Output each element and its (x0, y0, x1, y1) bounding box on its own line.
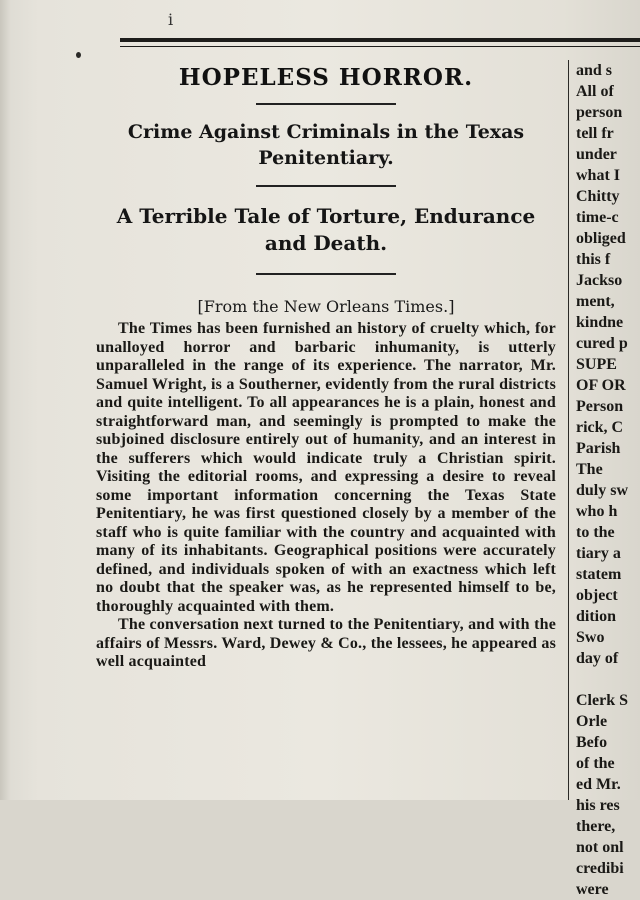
article-deck-1: Crime Against Criminals in the Texas Penitentiary. (127, 121, 525, 169)
adjacent-column-line: OF OR (576, 377, 626, 394)
adjacent-column-line: SUPE (576, 356, 617, 373)
adjacent-column-line: ment, (576, 293, 615, 310)
adjacent-column-line: what I (576, 167, 621, 184)
adjacent-column-line: All of (576, 83, 614, 100)
adjacent-column-line: The (576, 461, 603, 478)
adjacent-column-line: Parish (576, 440, 621, 457)
adjacent-column-line: and s (576, 62, 613, 79)
adjacent-column-line: dition (576, 608, 617, 625)
adjacent-column-line: rick, C (576, 419, 624, 436)
article-paragraph-1: The Times has been furnished an history of cruelty which, for unalloyed horror and barbaric inhumanity, is utterly unparalleled in the range of its experience. The narrator, Mr. Samuel Wright, is a Southerner, evidently from the rural districts and quite intelligent. To all appearances he is a plain, honest and straightforward man, and seemingly is prompted to make the subjoined disclosure entirely out of humanity, and an interest in the sufferers which would indicate truly a Christian spirit. Visiting the editorial rooms, and expressing a desire to reveal some important information concerning the Texas State Penitentiary, he was first questioned closely by a member of the staff who is quite familiar with the country and acquainted with many of its inhabitants. Geographical positions were accurately defined, and individuals spoken of with an exactness which left no doubt that the speaker was, as he represented himself to be, thoroughly acquainted with them. (96, 320, 556, 615)
adjacent-column-line: Chitty (576, 188, 620, 205)
adjacent-column-line: Swo (576, 629, 605, 646)
page-edge-shadow (0, 0, 10, 800)
adjacent-column-line: cured p (576, 335, 628, 352)
adjacent-column-line: who h (576, 503, 618, 520)
adjacent-column-text (576, 60, 640, 900)
article-headline: HOPELESS HORROR. (178, 64, 474, 91)
deck-rule-1 (256, 185, 396, 187)
adjacent-column-line: Clerk S (576, 692, 628, 709)
adjacent-column-line: obliged (576, 230, 626, 247)
article-deck-2: A Terrible Tale of Torture, Endurance and Death. (116, 204, 536, 255)
adjacent-column-line: under (576, 146, 617, 163)
adjacent-column-line: credibi (576, 860, 624, 877)
adjacent-column-line: person (576, 104, 623, 121)
adjacent-column-line: kindne (576, 314, 624, 331)
adjacent-column-line: Jackso (576, 272, 623, 289)
adjacent-column-line: statem (576, 566, 622, 583)
adjacent-column-line: ed Mr. (576, 776, 621, 793)
adjacent-column-line: Person (576, 398, 624, 415)
adjacent-column-line: were (576, 881, 609, 898)
adjacent-column-line: there, (576, 818, 616, 835)
adjacent-column-line: tell fr (576, 125, 614, 142)
adjacent-column-line: Befo (576, 734, 608, 751)
adjacent-column-line (576, 669, 640, 690)
adjacent-column-line: his res (576, 797, 620, 814)
adjacent-column-line: tiary a (576, 545, 621, 562)
adjacent-column-line: this f (576, 251, 611, 268)
top-thick-rule (120, 38, 640, 42)
adjacent-column-line: time-c (576, 209, 619, 226)
adjacent-column-line: not onl (576, 839, 624, 856)
adjacent-column-line: Orle (576, 713, 608, 730)
adjacent-column-line: of the (576, 755, 615, 772)
top-thin-rule (120, 46, 640, 47)
deck-rule-2 (256, 273, 396, 275)
adjacent-column-line: object (576, 587, 618, 604)
article-source: [From the New Orleans Times.] (197, 297, 455, 316)
adjacent-column-line: duly sw (576, 482, 629, 499)
ink-dot (76, 52, 81, 58)
article-column (96, 52, 556, 672)
headline-rule (256, 103, 396, 105)
column-divider (568, 60, 569, 800)
article-paragraph-2: The conversation next turned to the Penitentiary, and with the affairs of Messrs. Ward, Dewey & Co., the lessees, he appeared as well acquainted (96, 616, 556, 670)
top-mark: i (168, 10, 174, 29)
adjacent-column-line: day of (576, 650, 619, 667)
adjacent-column-line: to the (576, 524, 615, 541)
